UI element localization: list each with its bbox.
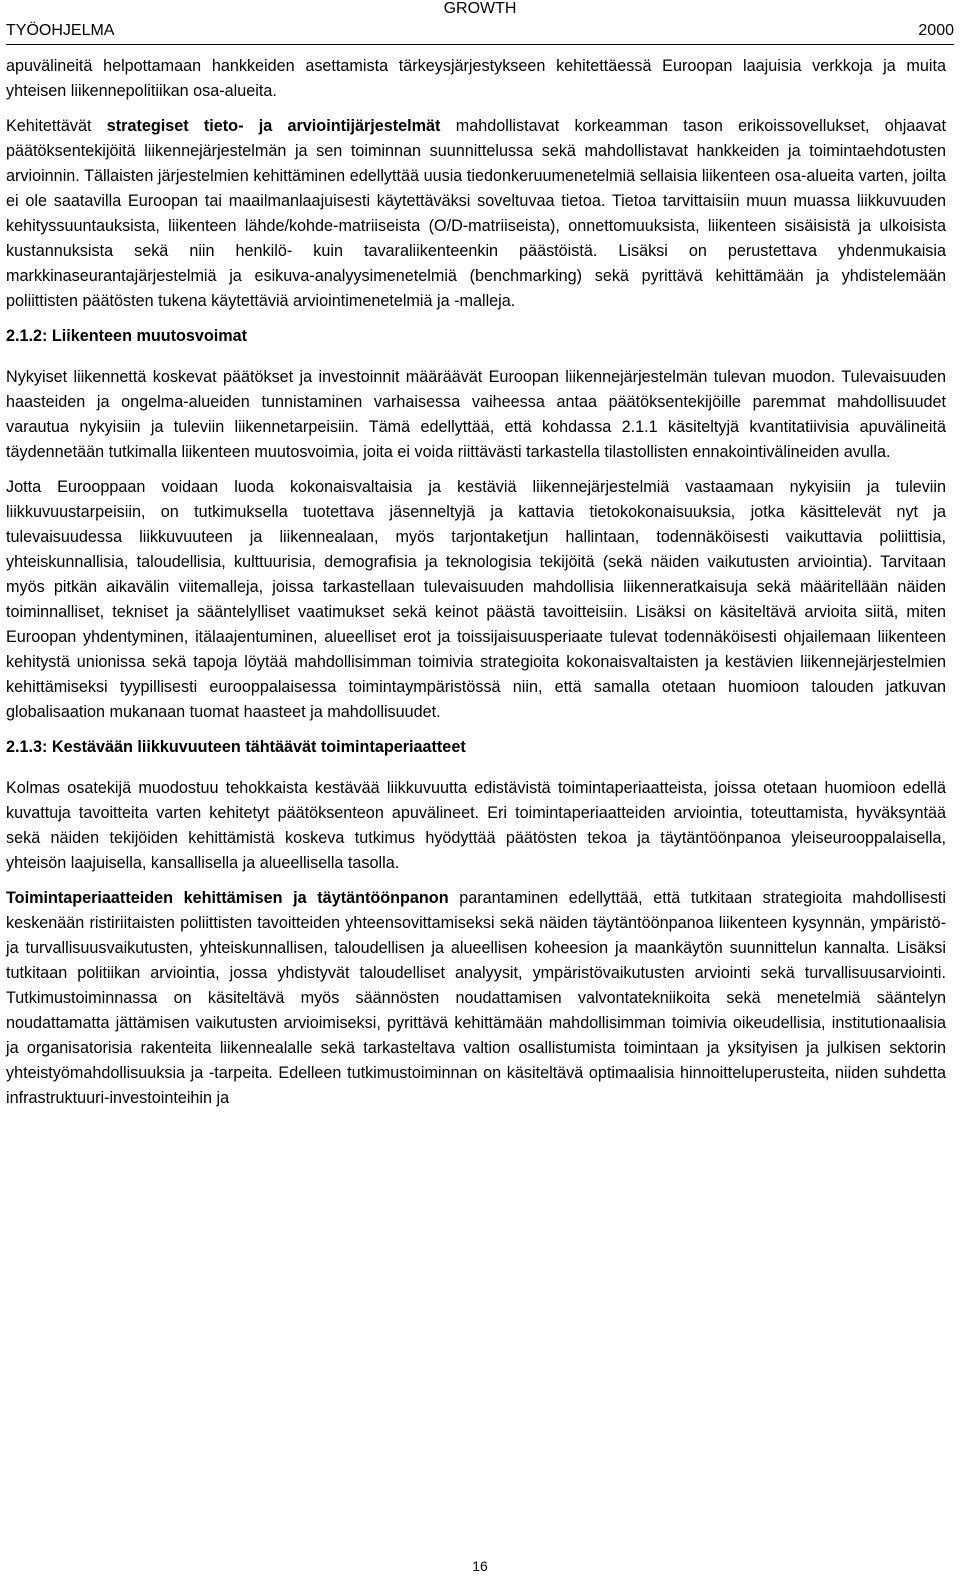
paragraph-policy-development bbox=[6, 886, 946, 1111]
paragraph-body-text: mahdollistavat korkeamman tason erikoissovellukset, ohjaavat päätöksentekijöitä liikennejärjestelmän ja sen toiminnan suunnittelussa sekä mahdollistavat hankkeiden ja toimintaehdotusten arvioinnin. Tällaisten järjestelmien kehittäminen edellyttää uusia tiedonkeruumenetelmiä sellaisia liikenteen osa-alueita varten, joilta ei ole saatavilla Euroopan tai maailmanlaajuisesti käytettäväksi soveltuvaa tietoa. Tietoa tarvittaisiin muun muassa liikkuvuuden kehityssuuntauksista, liikenteen lähde/kohde-matriiseista (O/D-matriiseista), onnettomuuksista, liikenteen sisäisistä ja ulkoisista kustannuksista sekä niin henkilö- kuin tavaraliikenteenkin päästöistä. Lisäksi on perustettava yhdenmukaisia markkinaseurantajärjestelmiä ja esikuva-analyysimenetelmiä (benchmarking) sekä pyrittävä kehittämään ja yhdistelemään poliittisten päätösten tukena käytettäviä arviointimenetelmiä ja -malleja. bbox=[6, 117, 946, 310]
paragraph-body-text: parantaminen edellyttää, että tutkitaan strategioita mahdollisesti keskenään ristiriitaisten poliittisten tavoitteiden yhteensovittamiseksi sekä näiden täytäntöönpanoa liikenteen kysynnän, ympäristö- ja turvallisuusvaikutusten, yhteiskunnallisen, taloudellisen ja alueellisen koheesion ja maankäytön suunnittelun kannalta. Lisäksi tutkitaan politiikan arviointia, jossa yhdistyvät taloudelliset analyysit, ympäristövaikutusten arviointi sekä turvallisuusarviointi. Tutkimustoiminnassa on käsiteltävä myös säännösten noudattamisen valvontatekniikoita sekä menetelmiä sääntelyn noudattamatta jättämisen vaikutusten arvioimiseksi, pyrittävä kehittämään mahdollisimman toimivia oikeudellisia, institutionaalisia ja organisatorisia rakenteita liikennealalle sekä tarkasteltava valtion osallistumista toimintaan ja yksityisen ja julkisen sektorin yhteistyömahdollisuuksia ja -tarpeita. Edelleen tutkimustoiminnan on käsiteltävä optimaalisia hinnoitteluperusteita, niiden suhdetta infrastruktuuri-investointeihin ja bbox=[6, 889, 947, 1107]
paragraph-strategic-systems bbox=[6, 114, 946, 314]
paragraph-third-component: Kolmas osatekijä muodostuu tehokkaista kestävää liikkuvuutta edistävistä toimintaperiaatteista, joissa otetaan huomioon edellä kuvattuja tavoitteita varten kehitetyt päätöksenteon apuvälineet. Eri toimintaperiaatteiden arviointia, toteuttamista, hyväksyntää sekä näiden tekijöiden kehittämistä koskeva tutkimus hyödyttää päätösten tekoa ja täytäntöönpanoa yleiseurooppalaisella, yhteisön laajuisella, kansallisella ja alueellisella tasolla. bbox=[6, 779, 946, 872]
paragraph-lead-text: Kehitettävät bbox=[6, 117, 107, 135]
paragraph-current-decisions: Nykyiset liikennettä koskevat päätökset ja investoinnit määräävät Euroopan liikennejärjestelmän tulevan muodon. Tulevaisuuden haasteiden ja ongelma-alueiden tunnistaminen varhaisessa vaiheessa antaa päätöksentekijöille paremmat mahdollisuudet varautua nykyisiin ja tuleviin liikennetarpeisiin. Tämä edellyttää, että kohdassa 2.1.1 käsiteltyjä kvantitatiivisia apuvälineitä täydennetään tutkimalla liikenteen muutosvoimia, joita ei voida riittävästi tarkastella tilastollisten ennakointivälineiden avulla. bbox=[6, 368, 946, 461]
page-number: 16 bbox=[472, 1558, 488, 1574]
header-year: 2000 bbox=[918, 22, 954, 39]
emphasis-strategic-systems: strategiset tieto- ja arviointijärjestelmät bbox=[106, 117, 441, 135]
document-body bbox=[6, 54, 946, 1121]
section-heading-2-1-2: 2.1.2: Liikenteen muutosvoimat bbox=[6, 327, 248, 345]
page-header bbox=[6, 0, 954, 45]
paragraph-continuation: apuvälineitä helpottamaan hankkeiden asettamista tärkeysjärjestykseen kehitettäessä Euroopan laajuisia verkkoja ja muita yhteisen liikennepolitiikan osa-alueita. bbox=[6, 57, 946, 100]
header-program-label: TYÖOHJELMA bbox=[6, 22, 115, 39]
section-heading-2-1-3: 2.1.3: Kestävään liikkuvuuteen tähtäävät toimintaperiaatteet bbox=[6, 738, 466, 756]
header-program-name: GROWTH bbox=[443, 0, 517, 17]
emphasis-policy-development: Toimintaperiaatteiden kehittämisen ja täytäntöönpanon bbox=[6, 889, 449, 907]
paragraph-holistic-systems: Jotta Eurooppaan voidaan luoda kokonaisvaltaisia ja kestäviä liikennejärjestelmiä vastaamaan nykyisiin ja tuleviin liikkuvuustarpeisiin, on tutkimuksella tuotettava jäsenneltyjä ja kattavia tietokokonaisuuksia, jotka käsittelevät nyt ja tulevaisuudessa liikkuvuuteen ja liikennealaan, myös tarjontaketjun hallintaan, todennäköisesti vaikuttavia poliittisia, yhteiskunnallisia, taloudellisia, kulttuurisia, demografisia ja teknologisia tekijöitä (sekä näiden vaikutusten arviointia). Tarvitaan myös pitkän aikavälin viitemalleja, joissa tarkastellaan tulevaisuuden mahdollisia liikenneratkaisuja sekä määritellään näiden toiminnalliset, tekniset ja sääntelylliset vaatimukset sekä keinot päästä tavoitteisiin. Lisäksi on käsiteltävä arvioita siitä, miten Euroopan yhdentyminen, itälaajentuminen, alueelliset erot ja toissijaisuusperiaate tulevat todennäköisesti ohjailemaan liikenteen kehitystä unionissa sekä tapoja löytää mahdollisimman toimivia strategioita kokonaisvaltaisten ja kestävien liikennejärjestelmien kehittämiseksi tyypillisesti eurooppalaisessa toimintaympäristössä niin, että samalla otetaan huomioon talouden jatkuvan globalisaation mukanaan tuomat haasteet ja mahdollisuudet. bbox=[6, 478, 946, 721]
